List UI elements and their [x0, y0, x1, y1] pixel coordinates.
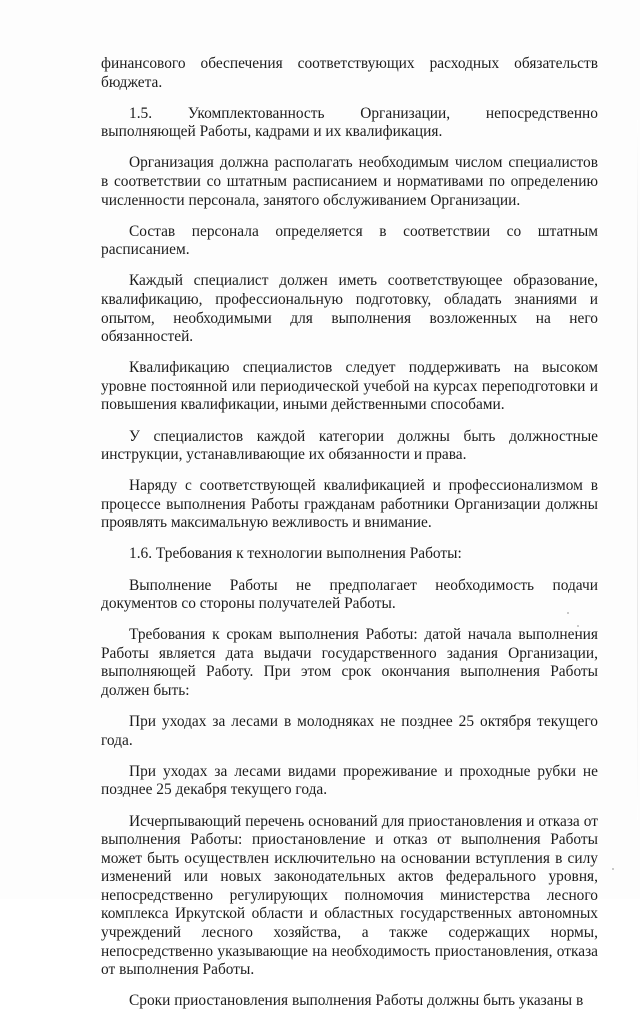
document-body [101, 55, 598, 1023]
paragraph: Квалификацию специалистов следует поддерживать на высоком уровне постоянной или периодической учебой на курсах переподготовки и повышения квалификации, иными действенными способами. [101, 359, 598, 414]
paragraph: Каждый специалист должен иметь соответствующее образование, квалификацию, профессиональную подготовку, обладать знаниями и опытом, необходимыми для выполнения возложенных на него обязанностей. [101, 272, 598, 346]
paragraph: Наряду с соответствующей квалификацией и профессионализмом в процессе выполнения Работы гражданам работники Организации должны проявлять максимальную вежливость и внимание. [101, 477, 598, 532]
paragraph: Требования к срокам выполнения Работы: датой начала выполнения Работы является дата выдачи государственного задания Организации, выполняющей Работу. При этом срок окончания выполнения Работы должен быть: [101, 626, 598, 700]
paragraph: При уходах за лесами видами прореживание и проходные рубки не позднее 25 декабря текущего года. [101, 762, 598, 799]
paragraph: Исчерпывающий перечень оснований для приостановления и отказа от выполнения Работы: приостановление и отказ от выполнения Работы может быть осуществлен исключительно на основании вступления в силу изменений или новых законодательных актов федерального уровня, непосредственно регулирующих полномочия министерства лесного комплекса Иркутской области и областных государственных автономных учреждений лесного хозяйства, а также содержащих нормы, непосредственно указывающие на необходимость приостановления, отказа от выполнения Работы. [101, 812, 598, 979]
scan-edge-shadow [637, 120, 638, 820]
paragraph-truncated: Сроки приостановления выполнения Работы должны быть указаны в [129, 992, 584, 1010]
paragraph: При уходах за лесами в молодняках не позднее 25 октября текущего года. [101, 713, 598, 749]
paragraph: Организация должна располагать необходимым числом специалистов в соответствии со штатным расписанием и нормативами по определению численности персонала, занятого обслуживанием Организации. [101, 154, 598, 209]
paragraph-continuation: финансового обеспечения соответствующих расходных обязательств бюджета. [101, 55, 598, 91]
paragraph: Состав персонала определяется в соответствии со штатным расписанием. [101, 222, 598, 259]
section-heading-1-5: 1.5. Укомплектованность Организации, непосредственно выполняющей Работы, кадрами и их квалификация. [101, 104, 598, 141]
paragraph: У специалистов каждой категории должны быть должностные инструкции, устанавливающие их обязанности и права. [101, 427, 598, 464]
section-heading-1-6: 1.6. Требования к технологии выполнения Работы: [129, 545, 462, 563]
scan-speck [612, 868, 614, 870]
paragraph: Выполнение Работы не предполагает необходимость подачи документов со стороны получателей Работы. [101, 576, 598, 613]
